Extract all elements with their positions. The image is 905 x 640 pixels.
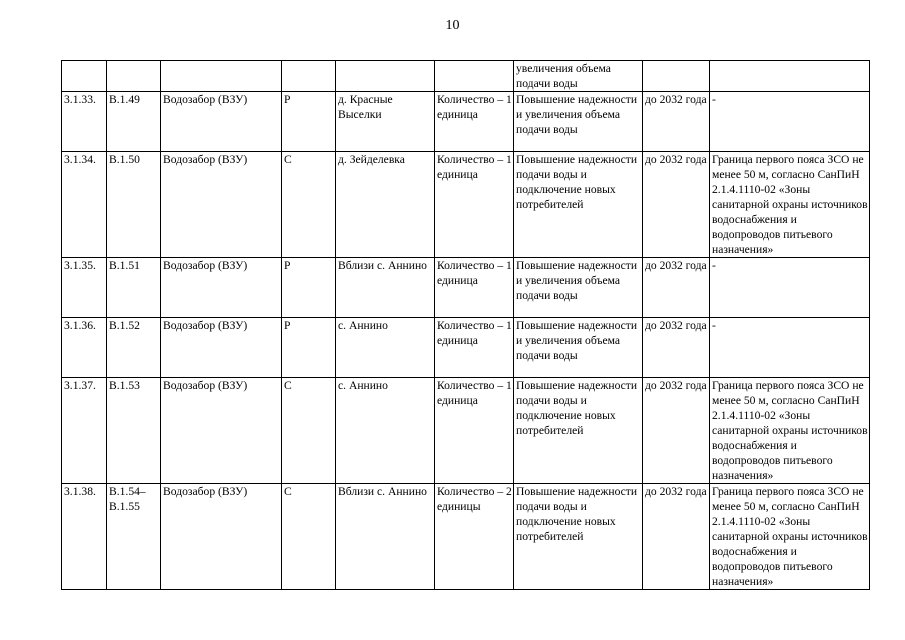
cell-purpose: Повышение надежности и увеличения объема подачи воды [514, 318, 643, 378]
cell-location: с. Аннино [336, 378, 435, 484]
cell-number [62, 61, 107, 92]
cell-location: Вблизи с. Аннино [336, 484, 435, 590]
water-intake-table [61, 60, 870, 590]
cell-code: В.1.51 [107, 258, 161, 318]
cell-object: Водозабор (ВЗУ) [161, 318, 282, 378]
cell-purpose: Повышение надежности и увеличения объема подачи воды [514, 258, 643, 318]
page-number: 10 [445, 18, 460, 33]
cell-number: 3.1.33. [62, 92, 107, 152]
cell-type: Р [282, 92, 336, 152]
cell-note: - [710, 92, 870, 152]
cell-code: В.1.49 [107, 92, 161, 152]
table-row [62, 318, 870, 378]
cell-object: Водозабор (ВЗУ) [161, 92, 282, 152]
cell-term: до 2032 года [643, 484, 710, 590]
cell-type [282, 61, 336, 92]
cell-type: Р [282, 318, 336, 378]
cell-location [336, 61, 435, 92]
cell-quantity: Количество – 2 единицы [435, 484, 514, 590]
cell-object: Водозабор (ВЗУ) [161, 152, 282, 258]
cell-number: 3.1.38. [62, 484, 107, 590]
cell-type: С [282, 152, 336, 258]
cell-quantity: Количество – 1 единица [435, 258, 514, 318]
cell-object [161, 61, 282, 92]
cell-term: до 2032 года [643, 152, 710, 258]
cell-quantity: Количество – 1 единица [435, 318, 514, 378]
cell-number: 3.1.37. [62, 378, 107, 484]
cell-location: с. Аннино [336, 318, 435, 378]
cell-type: С [282, 378, 336, 484]
cell-purpose: Повышение надежности подачи воды и подключение новых потребителей [514, 152, 643, 258]
cell-note: Граница первого пояса ЗСО не менее 50 м, согласно СанПиН 2.1.4.1110-02 «Зоны санитарной охраны источников водоснабжения и водопроводов питьевого назначения» [710, 484, 870, 590]
cell-term: до 2032 года [643, 318, 710, 378]
cell-code [107, 61, 161, 92]
cell-note: - [710, 258, 870, 318]
table-row [62, 484, 870, 590]
cell-location: д. Зейделевка [336, 152, 435, 258]
table-row [62, 92, 870, 152]
cell-number: 3.1.36. [62, 318, 107, 378]
cell-code: В.1.50 [107, 152, 161, 258]
cell-note [710, 61, 870, 92]
cell-purpose: увеличения объема подачи воды [514, 61, 643, 92]
cell-purpose: Повышение надежности подачи воды и подключение новых потребителей [514, 378, 643, 484]
cell-note: Граница первого пояса ЗСО не менее 50 м, согласно СанПиН 2.1.4.1110-02 «Зоны санитарной охраны источников водоснабжения и водопроводов питьевого назначения» [710, 378, 870, 484]
cell-purpose: Повышение надежности подачи воды и подключение новых потребителей [514, 484, 643, 590]
cell-code: В.1.54–В.1.55 [107, 484, 161, 590]
cell-term: до 2032 года [643, 258, 710, 318]
cell-quantity: Количество – 1 единица [435, 92, 514, 152]
cell-note: Граница первого пояса ЗСО не менее 50 м, согласно СанПиН 2.1.4.1110-02 «Зоны санитарной охраны источников водоснабжения и водопроводов питьевого назначения» [710, 152, 870, 258]
cell-type: С [282, 484, 336, 590]
table-row [62, 378, 870, 484]
cell-term [643, 61, 710, 92]
table-row [62, 61, 870, 92]
cell-number: 3.1.34. [62, 152, 107, 258]
cell-code: В.1.53 [107, 378, 161, 484]
cell-number: 3.1.35. [62, 258, 107, 318]
cell-quantity [435, 61, 514, 92]
cell-quantity: Количество – 1 единица [435, 152, 514, 258]
table-row [62, 152, 870, 258]
cell-object: Водозабор (ВЗУ) [161, 378, 282, 484]
cell-term: до 2032 года [643, 92, 710, 152]
cell-quantity: Количество – 1 единица [435, 378, 514, 484]
cell-term: до 2032 года [643, 378, 710, 484]
cell-purpose: Повышение надежности и увеличения объема подачи воды [514, 92, 643, 152]
cell-object: Водозабор (ВЗУ) [161, 484, 282, 590]
cell-object: Водозабор (ВЗУ) [161, 258, 282, 318]
cell-type: Р [282, 258, 336, 318]
cell-note: - [710, 318, 870, 378]
cell-location: д. Красные Выселки [336, 92, 435, 152]
cell-location: Вблизи с. Аннино [336, 258, 435, 318]
cell-code: В.1.52 [107, 318, 161, 378]
table-row [62, 258, 870, 318]
